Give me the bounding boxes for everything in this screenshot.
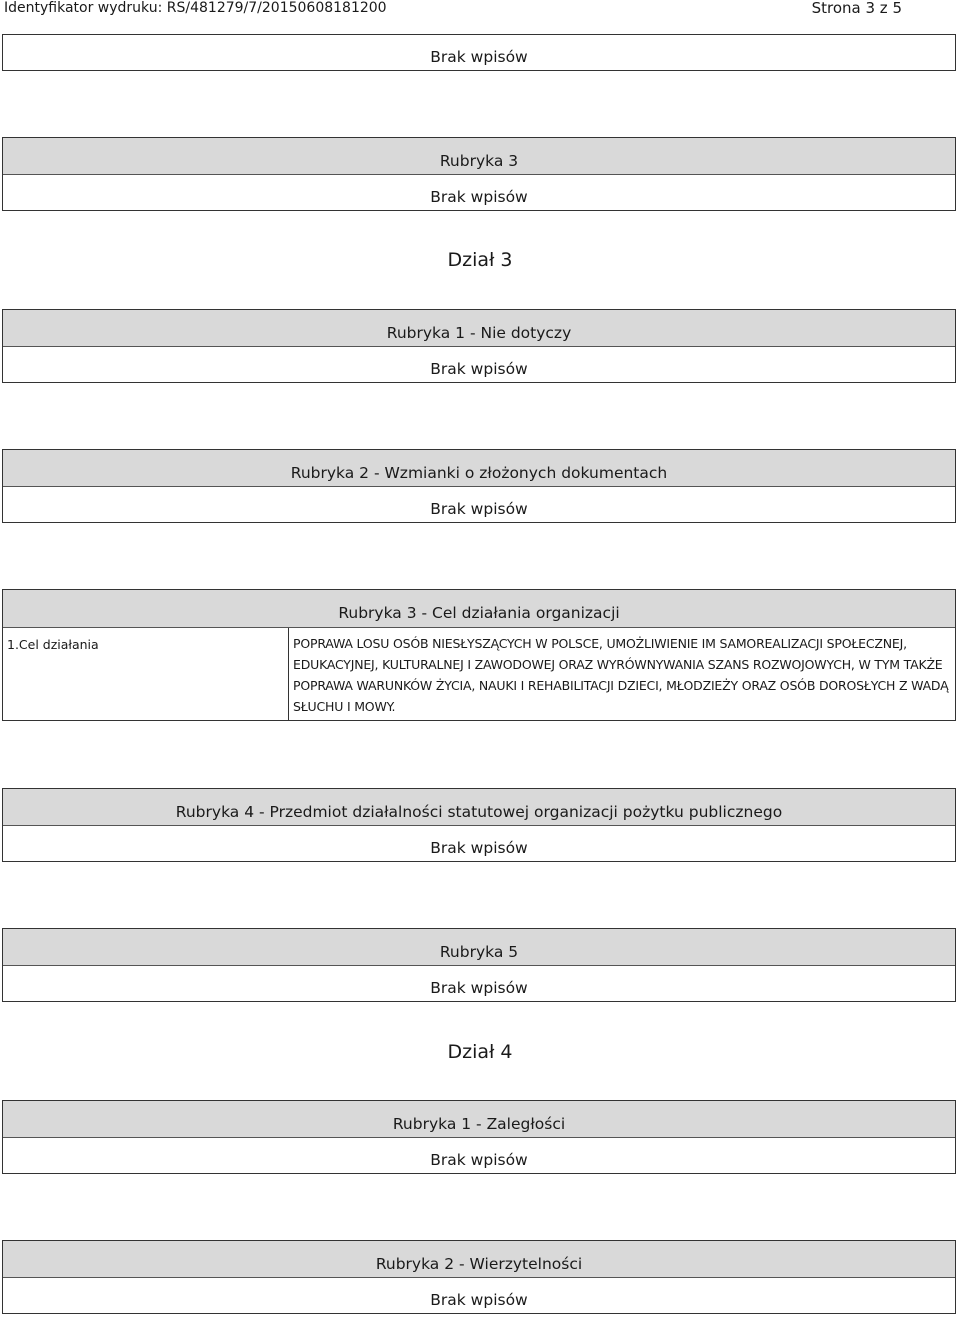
empty-entries: Brak wpisów bbox=[430, 1291, 528, 1309]
empty-entries: Brak wpisów bbox=[430, 188, 528, 206]
empty-entries: Brak wpisów bbox=[430, 839, 528, 857]
section-d3-rubryka-5 bbox=[2, 928, 956, 1002]
section-title: Rubryka 4 - Przedmiot działalności statutowej organizacji pożytku publicznego bbox=[175, 803, 783, 821]
section-d4-rubryka-2 bbox=[2, 1240, 956, 1314]
empty-entries: Brak wpisów bbox=[430, 360, 528, 378]
empty-entries: Brak wpisów bbox=[430, 1151, 528, 1169]
section-title: Rubryka 3 bbox=[439, 152, 519, 170]
field-value-cel-dzialania: POPRAWA LOSU OSÓB NIESŁYSZĄCYCH W POLSCE, UMOŻLIWIENIE IM SAMOREALIZACJI SPOŁECZNEJ, EDUKACYJNEJ, KULTURALNEJ I ZAWODOWEJ ORAZ WYRÓWNYWANIA SZANS ROZWOJOWYCH, W TYM TAKŻE POPRAWA WARUNKÓW ŻYCIA, NAUKI I REHABILITACJI DZIECI, MŁODZIEŻY ORAZ OSÓB DOROSŁYCH Z WADĄ SŁUCHU I MOWY. bbox=[293, 636, 949, 714]
section-d3-rubryka-1 bbox=[2, 309, 956, 383]
section-title: Rubryka 1 - Zaległości bbox=[392, 1115, 566, 1133]
section-title: Rubryka 3 - Cel działania organizacji bbox=[338, 604, 620, 622]
field-label-cel-dzialania: 1.Cel działania bbox=[3, 628, 289, 720]
section-d3-rubryka-2 bbox=[2, 449, 956, 523]
empty-entries: Brak wpisów bbox=[430, 979, 528, 997]
section-d4-rubryka-1 bbox=[2, 1100, 956, 1174]
empty-entries: Brak wpisów bbox=[430, 48, 528, 66]
section-rubryka-3 bbox=[2, 137, 956, 211]
section-d3-rubryka-4 bbox=[2, 788, 956, 862]
dzial-3-heading: Dział 3 bbox=[447, 249, 513, 271]
print-identifier: Identyfikator wydruku: RS/481279/7/20150608181200 bbox=[4, 0, 387, 16]
dzial-4-heading: Dział 4 bbox=[447, 1041, 513, 1063]
section-title: Rubryka 1 - Nie dotyczy bbox=[386, 324, 572, 342]
empty-entries: Brak wpisów bbox=[430, 500, 528, 518]
section-d3-rubryka-3 bbox=[2, 589, 956, 721]
page-number: Strona 3 z 5 bbox=[811, 0, 902, 17]
section-continuation bbox=[2, 34, 956, 71]
section-title: Rubryka 2 - Wierzytelności bbox=[375, 1255, 583, 1273]
section-title: Rubryka 5 bbox=[439, 943, 519, 961]
section-title: Rubryka 2 - Wzmianki o złożonych dokumentach bbox=[290, 464, 668, 482]
